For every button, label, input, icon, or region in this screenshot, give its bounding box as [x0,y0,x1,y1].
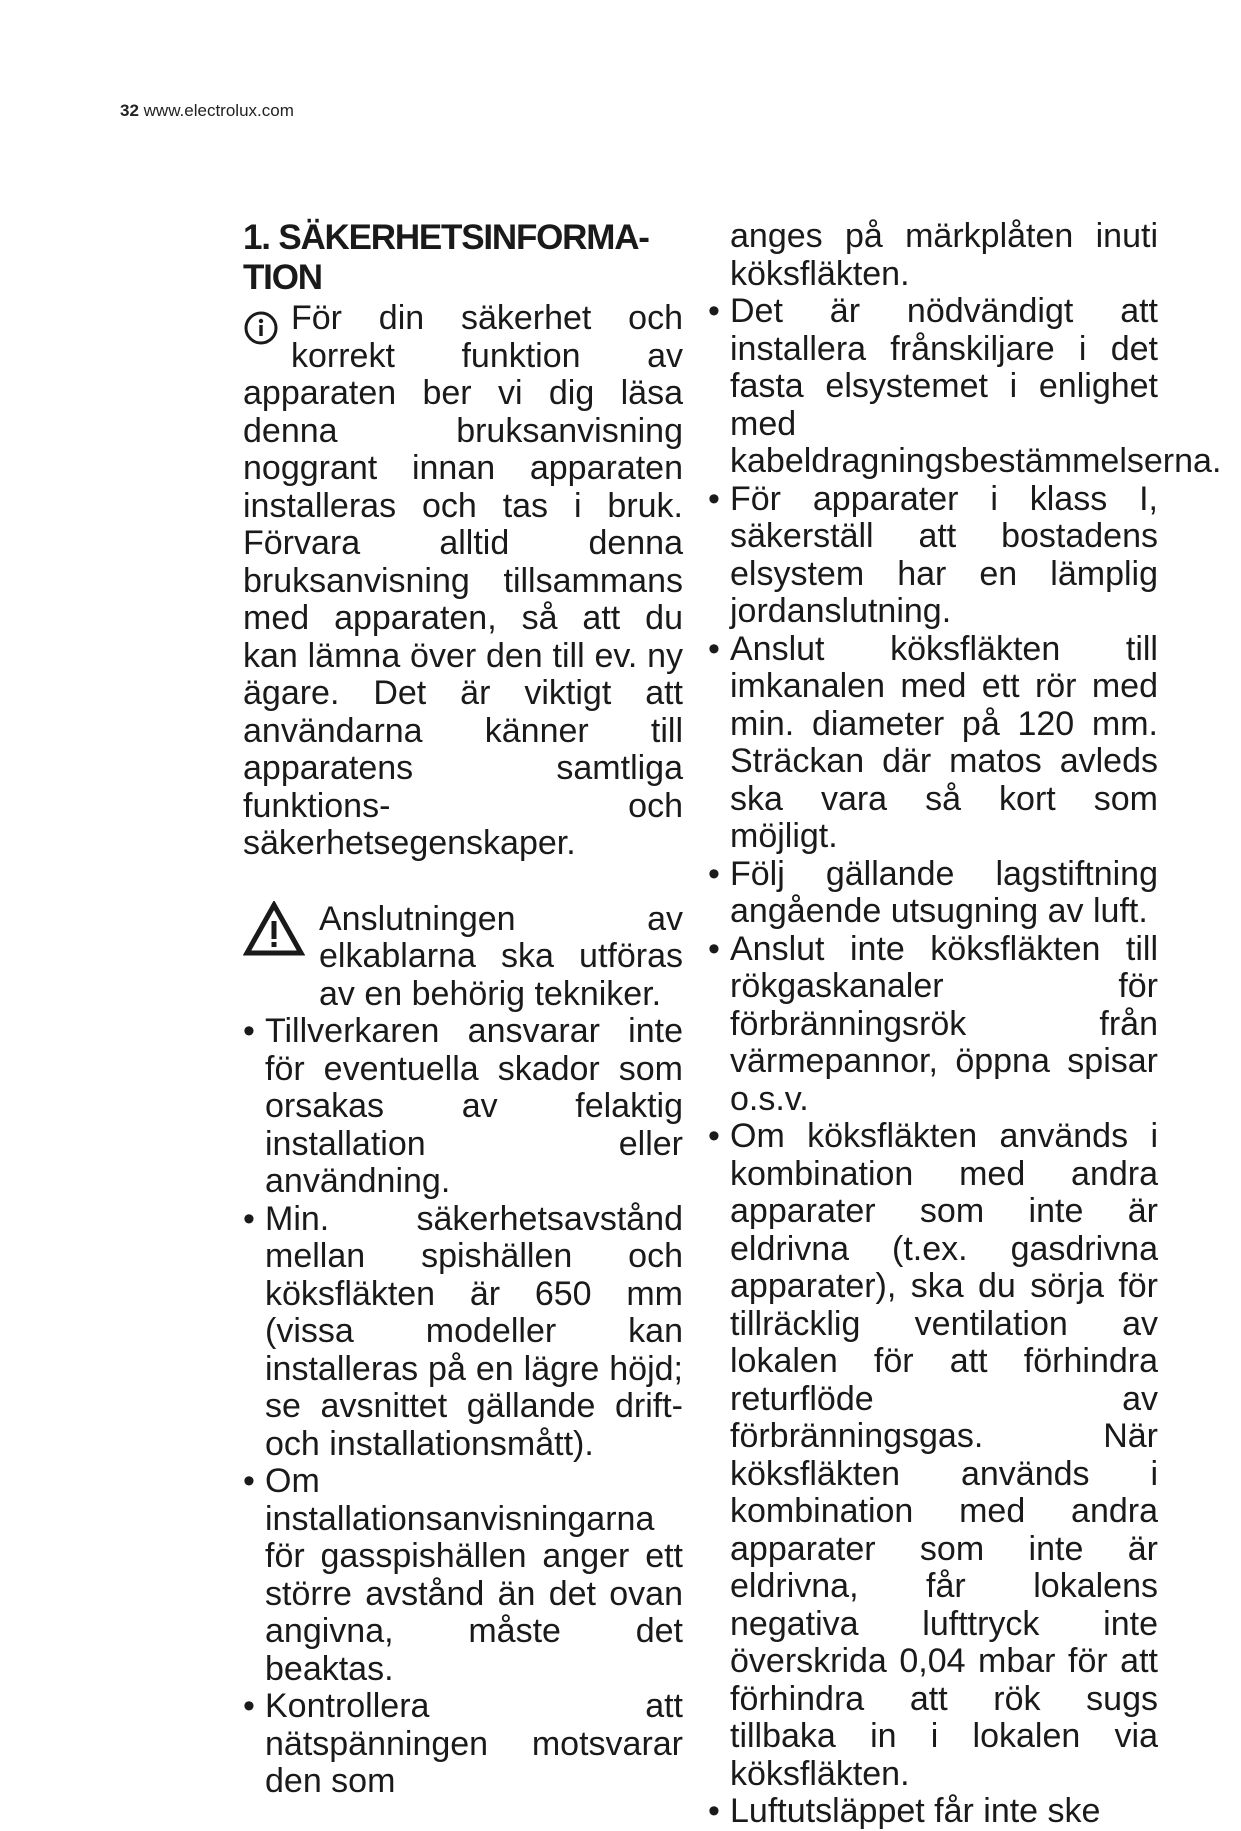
page-number: 32 [120,101,139,120]
warning-block [243,901,683,1014]
list-item: • Luftutsläppet får inte ske [708,1793,1158,1831]
list-item: • Om installationsanvisningarna för gasspishällen anger ett större avstånd än det ovan angivna, måste det beaktas. [243,1463,683,1688]
warning-text: Anslutningen av elkablarna ska utföras av en behörig tekniker. [319,899,683,1013]
list-item: • Kontrollera att nätspänningen motsvarar den som [243,1688,683,1801]
list-item: • För apparater i klass I, säkerställ att bostadens elsystem har en lämplig jordanslutning. [708,481,1158,631]
section-heading: 1. SÄKERHETSINFORMA-TION [243,218,649,297]
right-bullet-list [708,292,1222,1831]
list-item: • Min. säkerhetsavstånd mellan spishällen och köksfläkten är 650 mm (vissa modeller kan installeras på en lägre höjd; se avsnittet gällande drift- och installationsmått). [243,1201,683,1464]
list-item: • Tillverkaren ansvarar inte för eventuella skador som orsakas av felaktig installation eller användning. [243,1013,683,1201]
right-column [708,217,1222,1831]
list-item: • Följ gällande lagstiftning angående utsugning av luft. [708,856,1158,931]
list-item: • Det är nödvändigt att installera frånskiljare i det fasta elsystemet i enlighet med kabeldragningsbestämmelserna. [708,293,1158,481]
list-item: • Anslut inte köksfläkten till rökgaskanaler för förbränningsrök från värmepannor, öppna spisar o.s.v. [708,931,1158,1119]
list-item: • Om köksfläkten används i kombination med andra apparater som inte är eldrivna (t.ex. gasdrivna apparater), ska du sörja för tillräcklig ventilation av lokalen för att förhindra returflöde av förbränningsgas. När köksfläkten används i kombination med andra apparater som inte är eldrivna, får lokalens negativa lufttryck inte överskrida 0,04 mbar för att förhindra att rök sugs tillbaka in i lokalen via köksfläkten. [708,1118,1158,1793]
website-url[interactable]: www.electrolux.com [143,101,294,120]
info-text: För din säkerhet och korrekt funktion av apparaten ber vi dig läsa denna bruksanvisning noggrant innan apparaten installeras och tas i bruk. Förvara alltid denna bruksanvisning tillsammans med apparaten, så att du kan lämna över den till ev. ny ägare. Det är viktigt att användarna känner till apparatens samtliga funktions- och säkerhetsegenskaper. [243,299,683,862]
page-header [120,101,294,121]
left-column [243,218,683,1801]
info-block [243,300,683,863]
list-item: • Anslut köksfläkten till imkanalen med ett rör med min. diameter på 120 mm. Sträckan där matos avleds ska vara så kort som möjligt. [708,631,1158,856]
info-icon [243,310,283,346]
warning-icon [243,901,305,957]
continuation-text: anges på märkplåten inuti köksfläkten. [730,217,1158,293]
left-bullet-list [243,1013,683,1801]
